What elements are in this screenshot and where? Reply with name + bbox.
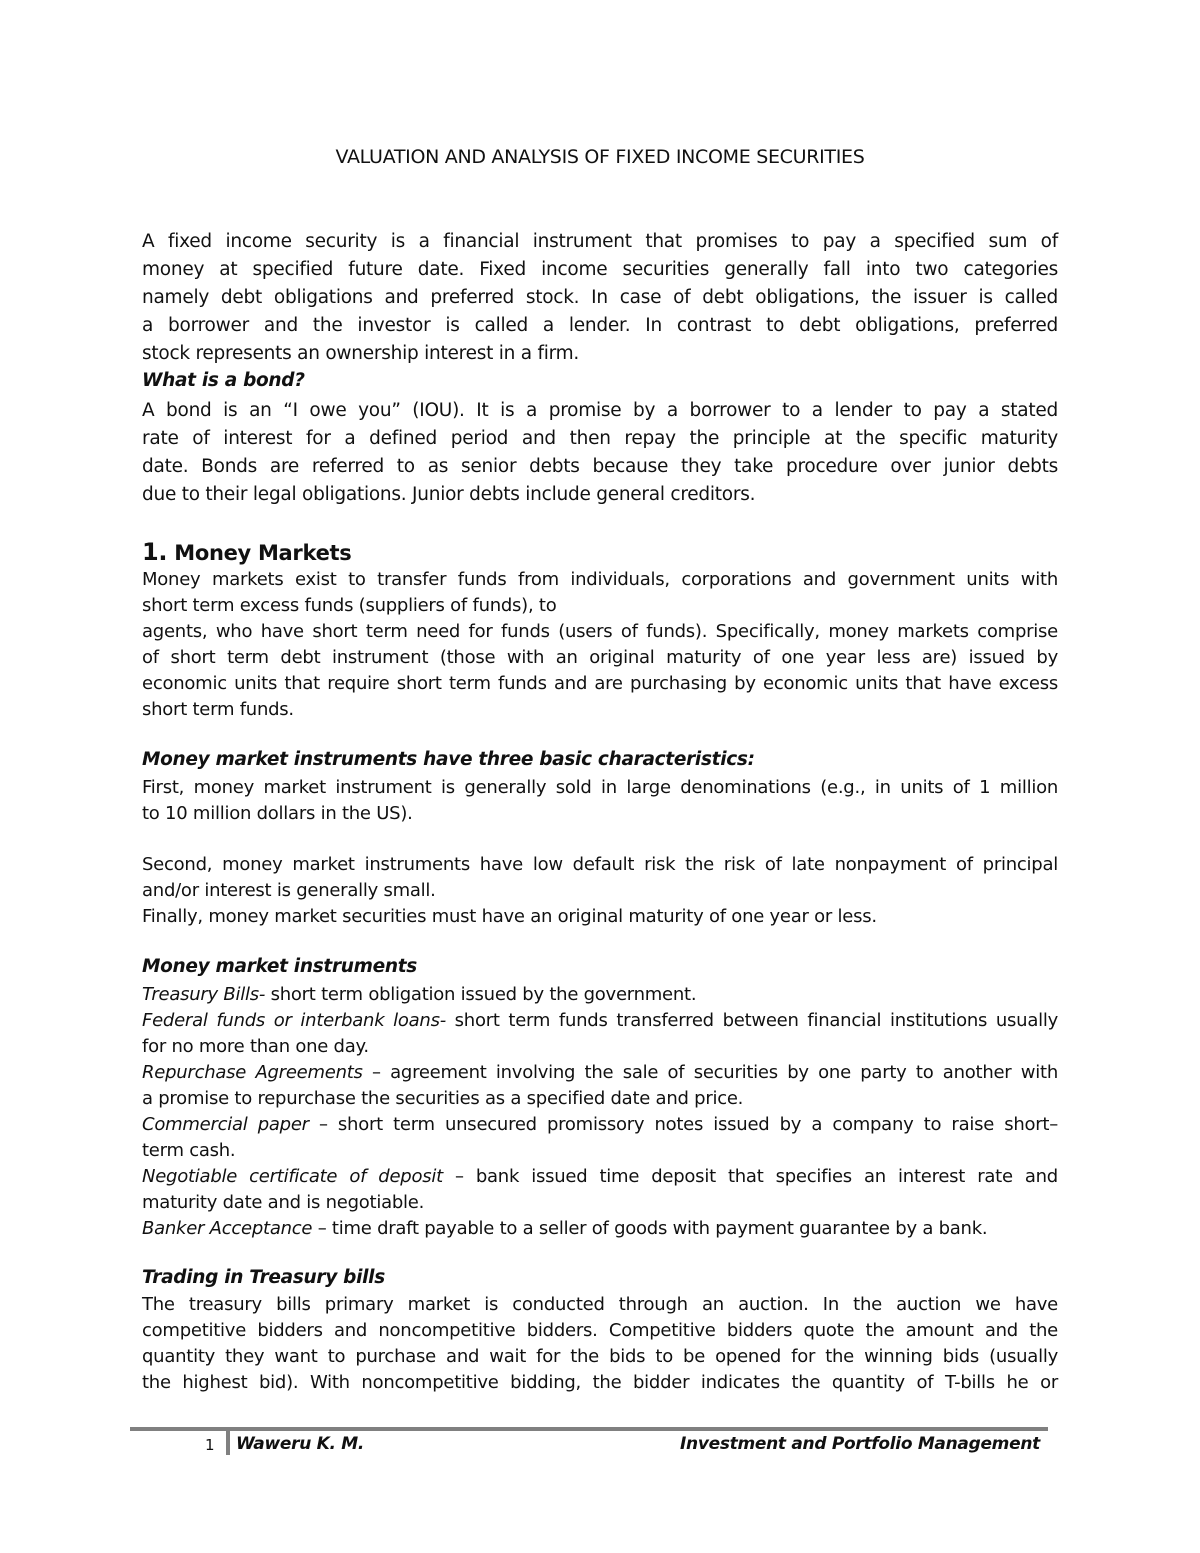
intro-line: stock represents an ownership interest in a firm. [142,343,580,364]
instruments-list [142,982,1058,1242]
mm-line: agents, who have short term need for funds (users of funds). Specifically, money markets comprise [142,621,1058,642]
intro-paragraph [142,228,1058,368]
money-markets-paragraph [142,567,1058,723]
bond-line: due to their legal obligations. Junior debts include general creditors. [142,484,756,505]
char-line: to 10 million dollars in the US). [142,803,413,824]
mm-line: short term excess funds (suppliers of funds), to [142,595,557,616]
instrument-desc-cont: term cash. [142,1140,236,1161]
tb-line: the highest bid). With noncompetitive bidding, the bidder indicates the quantity of T-bills he or [142,1372,1058,1393]
bond-line: A bond is an “I owe you” (IOU). It is a promise by a borrower to a lender to pay a stated [142,400,1058,421]
instrument-item [142,1164,1058,1190]
instrument-item [142,1060,1058,1086]
instrument-desc: – agreement involving the sale of securities by one party to another with [362,1062,1058,1083]
mm-line: economic units that require short term funds and are purchasing by economic units that have excess [142,673,1058,694]
char-line: Finally, money market securities must have an original maturity of one year or less. [142,906,877,927]
instrument-desc-cont: maturity date and is negotiable. [142,1192,425,1213]
mm-line: Money markets exist to transfer funds from individuals, corporations and government units with [142,569,1058,590]
bond-paragraph [142,397,1058,509]
instrument-item [142,982,1058,1008]
tb-line: quantity they want to purchase and wait for the bids to be opened for the winning bids (usually [142,1346,1058,1367]
instrument-desc-cont: a promise to repurchase the securities as a specified date and price. [142,1088,744,1109]
mm-line: of short term debt instrument (those with an original maturity of one year less are) issued by [142,647,1058,668]
instrument-desc-cont: for no more than one day. [142,1036,369,1057]
characteristics-first [142,775,1058,827]
characteristics-heading: Money market instruments have three basic characteristics: [142,749,755,770]
instrument-term: Commercial paper [142,1114,309,1135]
mm-line: short term funds. [142,699,294,720]
bond-line: date. Bonds are referred to as senior debts because they take procedure over junior debts [142,456,1058,477]
char-line: First, money market instrument is generally sold in large denominations (e.g., in units of 1 million [142,777,1058,798]
instrument-desc: – short term unsecured promissory notes issued by a company to raise short– [308,1114,1058,1135]
instrument-term: Banker Acceptance [142,1218,313,1239]
footer-rule [130,1427,1048,1431]
instrument-desc: short term funds transferred between financial institutions usually [445,1010,1059,1031]
instrument-desc: – bank issued time deposit that specifies an interest rate and [442,1166,1058,1187]
treasury-bills-paragraph [142,1292,1058,1396]
treasury-bills-heading: Trading in Treasury bills [142,1267,385,1288]
instrument-desc: short term obligation issued by the government. [265,984,697,1005]
instrument-term: Treasury Bills- [142,984,266,1005]
bond-heading: What is a bond? [142,370,305,391]
char-line: Second, money market instruments have low default risk the risk of late nonpayment of principal [142,854,1058,875]
instrument-term: Negotiable certificate of deposit [142,1166,443,1187]
intro-line: A fixed income security is a financial instrument that promises to pay a specified sum of [142,231,1058,252]
footer-author: Waweru K. M. [236,1434,365,1454]
instrument-item [142,1216,1058,1242]
intro-line: namely debt obligations and preferred stock. In case of debt obligations, the issuer is called [142,287,1058,308]
char-line: and/or interest is generally small. [142,880,436,901]
instruments-heading: Money market instruments [142,956,418,977]
tb-line: competitive bidders and noncompetitive bidders. Competitive bidders quote the amount and the [142,1320,1058,1341]
footer-course: Investment and Portfolio Management [680,1434,1040,1454]
intro-line: a borrower and the investor is called a lender. In contrast to debt obligations, preferred [142,315,1058,336]
instrument-term: Federal funds or interbank loans- [142,1010,446,1031]
page-number: 1 [205,1436,215,1454]
intro-line: money at specified future date. Fixed income securities generally fall into two categories [142,259,1058,280]
instrument-term: Repurchase Agreements [142,1062,363,1083]
document-title: VALUATION AND ANALYSIS OF FIXED INCOME SECURITIES [335,146,865,168]
tb-line: The treasury bills primary market is conducted through an auction. In the auction we have [142,1294,1058,1315]
footer-divider [226,1431,230,1455]
money-markets-heading [142,538,351,566]
section-title: Money Markets [174,541,352,565]
instrument-desc: – time draft payable to a seller of goods with payment guarantee by a bank. [312,1218,988,1239]
instrument-item [142,1008,1058,1034]
characteristics-second [142,852,1058,930]
instrument-item [142,1112,1058,1138]
section-number: 1. [142,538,168,566]
bond-line: rate of interest for a defined period and then repay the principle at the specific maturity [142,428,1058,449]
